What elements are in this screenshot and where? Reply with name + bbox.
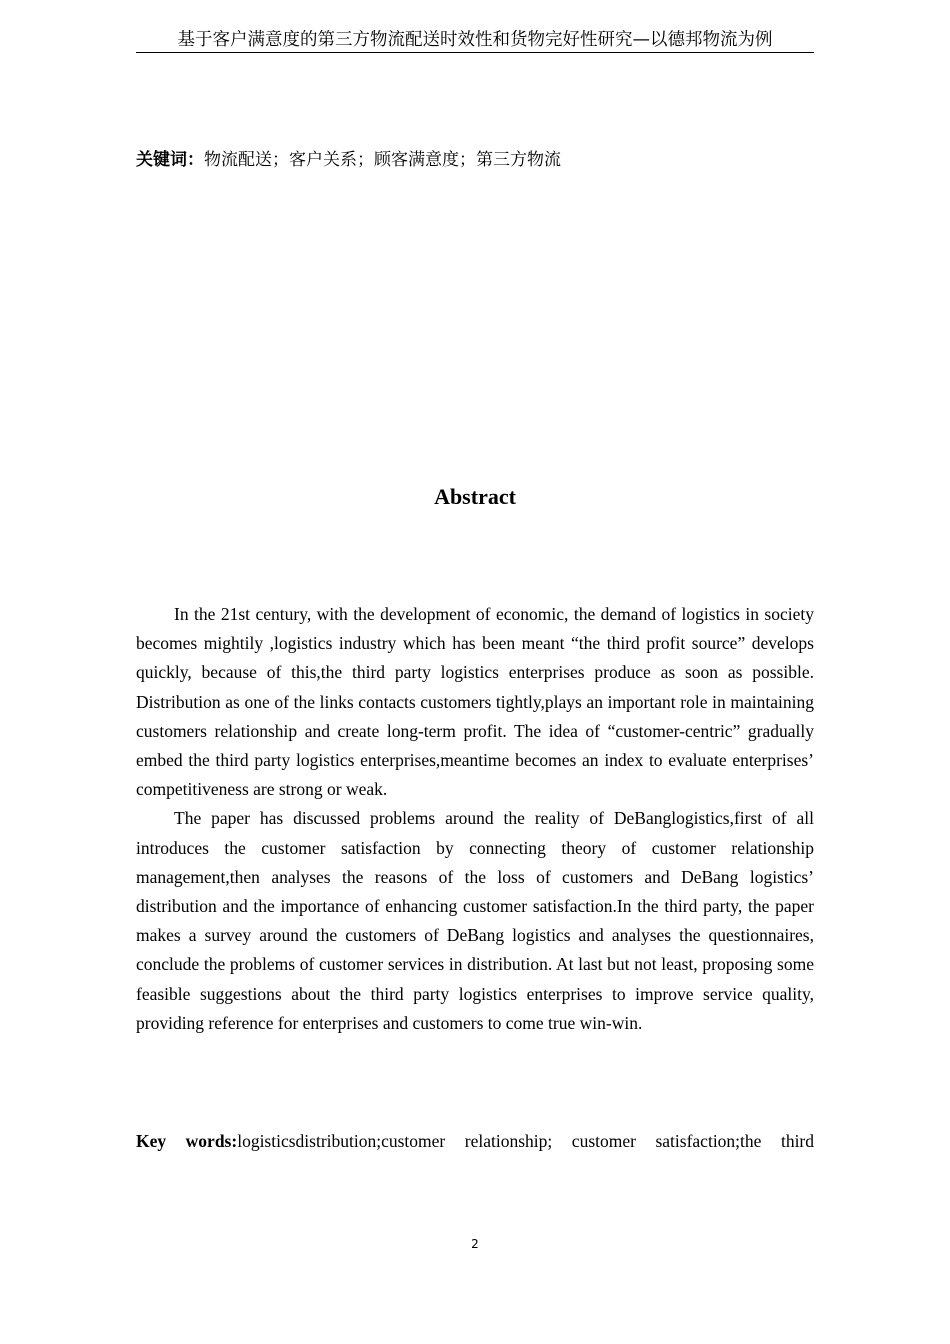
chinese-keywords-label: 关键词： <box>136 150 204 170</box>
chinese-keywords-text: 物流配送；客户关系；顾客满意度；第三方物流 <box>204 150 561 170</box>
running-header-title: 基于客户满意度的第三方物流配送时效性和货物完好性研究—以德邦物流为例 <box>177 30 773 50</box>
abstract-heading: Abstract <box>434 484 516 509</box>
abstract-body <box>136 600 814 1038</box>
english-keywords-text: logisticsdistribution;customer relationship; customer satisfaction;the third <box>237 1131 814 1151</box>
running-header <box>136 28 814 53</box>
english-keywords <box>136 1127 814 1156</box>
english-keywords-label: Key words: <box>136 1131 238 1151</box>
chinese-keywords <box>136 148 814 172</box>
abstract-paragraph-2: The paper has discussed problems around the reality of DeBanglogistics,first of all introduces the customer satisfaction by connecting theory of customer relationship management,then analyses the reasons of the loss of customers and DeBang logistics’ distribution and the importance of enhancing customer satisfaction.In the third party, the paper makes a survey around the customers of DeBang logistics and analyses the questionnaires, conclude the problems of customer services in distribution. At last but not least, proposing some feasible suggestions about the third party logistics enterprises to improve service quality, providing reference for enterprises and customers to come true win-win. <box>136 808 814 1033</box>
abstract-paragraph-1: In the 21st century, with the development of economic, the demand of logistics in society becomes mightily ,logistics industry which has been meant “the third profit source” develops quickly, because of this,the third party logistics enterprises produce as soon as possible. Distribution as one of the links contacts customers tightly,plays an important role in maintaining customers relationship and create long-term profit. The idea of “customer-centric” gradually embed the third party logistics enterprises,meantime becomes an index to evaluate enterprises’ competitiveness are strong or weak. <box>136 604 814 800</box>
page-number: 2 <box>471 1237 479 1251</box>
